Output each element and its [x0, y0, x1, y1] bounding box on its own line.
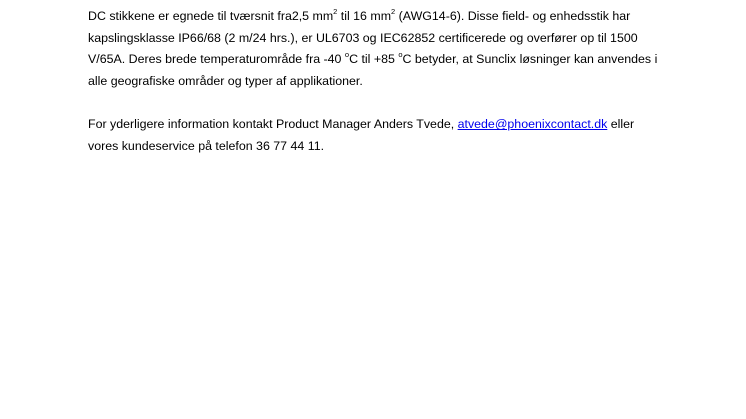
contact-text-2: eller vores kundeservice på telefon 36 77 44 11.: [88, 117, 635, 154]
description-text-1: DC stikkene er egnede til tværsnit fra2,5 mm: [88, 9, 334, 23]
description-text-5: C betyder, at Sunclix løsninger kan anvendes i alle geografiske områder og typer af applikationer.: [88, 52, 658, 89]
email-link[interactable]: atvede@phoenixcontact.dk: [457, 117, 608, 132]
degree-superscript-2: o: [398, 50, 403, 60]
contact-paragraph: [88, 114, 658, 157]
description-text-4: C til +85: [349, 52, 399, 67]
description-text-2: til 16 mm: [337, 9, 392, 23]
document-body: [88, 6, 658, 158]
degree-superscript-1: o: [344, 50, 350, 60]
superscript-squared-1: 2: [333, 6, 338, 16]
product-description-paragraph: [88, 6, 658, 93]
contact-text-1: For yderligere information kontakt Product Manager Anders Tvede,: [88, 117, 458, 132]
superscript-squared-2: 2: [391, 6, 396, 16]
description-text-3: (AWG14-6). Disse field- og enhedsstik har kapslingsklasse IP66/68 (2 m/24 hrs.), er UL6703 og IEC62852 certificerede og overfører op til 1500 V/65A. Deres brede temperaturområde fra -40: [88, 9, 638, 67]
